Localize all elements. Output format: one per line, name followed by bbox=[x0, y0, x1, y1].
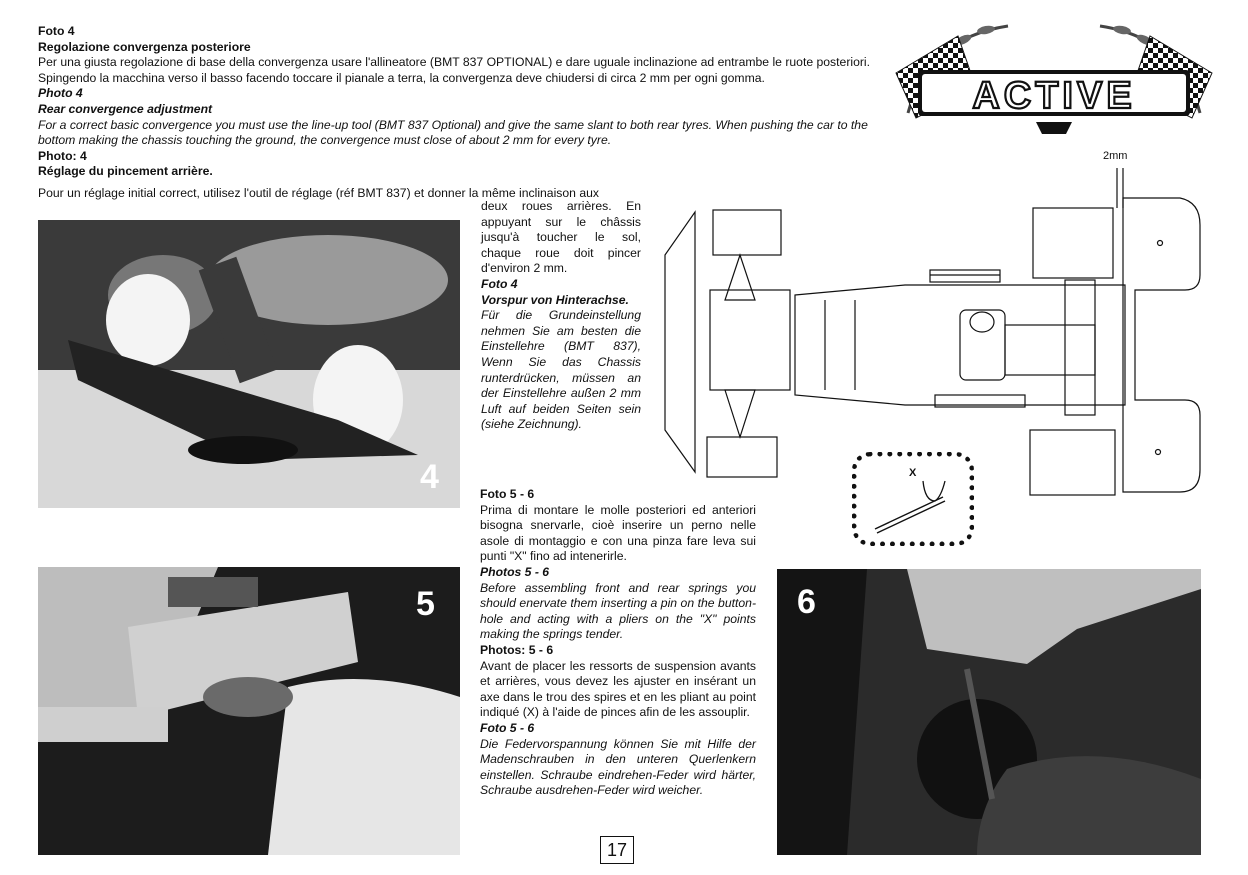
en-heading-foto56: Photos 5 - 6 bbox=[480, 564, 550, 579]
photo-4-number: 4 bbox=[420, 458, 439, 496]
foto56-column bbox=[480, 487, 756, 799]
photo-4 bbox=[38, 220, 460, 508]
photo-6 bbox=[777, 569, 1201, 855]
photo-6-number: 6 bbox=[797, 583, 816, 621]
spring-detail-frame bbox=[852, 452, 974, 546]
de-heading-foto56: Foto 5 - 6 bbox=[480, 720, 535, 735]
logo-text: ACTIVE bbox=[972, 75, 1136, 117]
photo-5-number: 5 bbox=[416, 585, 435, 623]
chassis-diagram bbox=[655, 150, 1235, 500]
it-heading-foto: Foto 4 bbox=[38, 24, 75, 38]
en-heading-photo: Photo 4 bbox=[38, 86, 83, 101]
photo-5 bbox=[38, 567, 460, 855]
photo-5-graphic bbox=[38, 567, 460, 855]
de-body-foto56: Die Federvorspannung können Sie mit Hilfe der Madenschrauben in den unteren Querlenkern einstellen. Schraube eindrehen-Feder wird härter, Schraube ausdrehen-Feder wird weicher. bbox=[480, 736, 756, 798]
fr-heading-photo: Photo: 4 bbox=[38, 148, 87, 163]
page-number: 17 bbox=[600, 836, 634, 864]
en-body-foto56: Before assembling front and rear springs you should enervate them inserting a pin on the button-hole and acting with a pliers on the "X" points making the springs tender. bbox=[480, 580, 756, 642]
fr-de-column bbox=[481, 199, 641, 433]
it-body-foto56: Prima di montare le molle posteriori ed anteriori bisogna snervarle, cioè inserire un perno nelle asole di montaggio e con una pinza fare leva sui punti "X" fino ad intenerirle. bbox=[480, 502, 756, 564]
fr-heading-title: Réglage du pincement arrière. bbox=[38, 164, 213, 179]
fr-body-rest: deux roues arrières. En appuyant sur le châssis jusqu'à toucher le sol, chaque roue doit pincer d'environ 2 mm. bbox=[481, 199, 641, 276]
chassis-drawing bbox=[655, 150, 1235, 500]
it-heading-foto56: Foto 5 - 6 bbox=[480, 487, 535, 501]
de-heading-title: Vorspur von Hinterachse. bbox=[481, 292, 629, 307]
fr-heading-foto56: Photos: 5 - 6 bbox=[480, 642, 554, 657]
en-heading-title: Rear convergence adjustment bbox=[38, 101, 213, 116]
de-body: Für die Grundeinstellung nehmen Sie am besten die Einstellehre (BMT 837), Wenn Sie das Chassis runterdrücken, müssen an der Einstellehre außen 2 mm Luft auf beiden Seiten sein (siehe Zeichnung). bbox=[481, 308, 641, 432]
photo-4-graphic bbox=[38, 220, 460, 508]
it-heading-title: Regolazione convergenza posteriore bbox=[38, 39, 251, 54]
active-logo bbox=[888, 18, 1220, 140]
spring-drawing bbox=[865, 471, 965, 536]
fr-body-line1: Pour un réglage initial correct, utilisez l'outil de réglage (réf BMT 837) et donner la même inclinaison aux bbox=[38, 186, 599, 200]
photo-6-graphic bbox=[777, 569, 1201, 855]
it-body: Per una giusta regolazione di base della convergenza usare l'allineatore (BMT 837 OPTIONAL) e dare uguale inclinazione ad entrambe le ruote posteriori. Spingendo la macchina verso il basso facendo toccare il pianale a terra, la convergenza deve chiudersi di circa 2 mm per ogni gomma. bbox=[38, 55, 871, 85]
gap-label: 2mm bbox=[1103, 150, 1128, 162]
logo-graphic bbox=[888, 18, 1220, 140]
fr-body-foto56: Avant de placer les ressorts de suspension avants et arrières, vous devez les ajuster en insérant un axe dans le trou des spires et en les pliant au point indiqué (X) à l'aide de pinces afin de les assouplir. bbox=[480, 658, 756, 720]
de-heading-foto: Foto 4 bbox=[481, 276, 518, 291]
spring-x-label: X bbox=[909, 467, 917, 479]
en-body: For a correct basic convergence you must use the line-up tool (BMT 837 Optional) and give the same slant to both rear tyres. When pushing the car to the bottom making the chassis touching the ground, the convergence must close of about 2 mm for every tyre. bbox=[38, 117, 868, 148]
